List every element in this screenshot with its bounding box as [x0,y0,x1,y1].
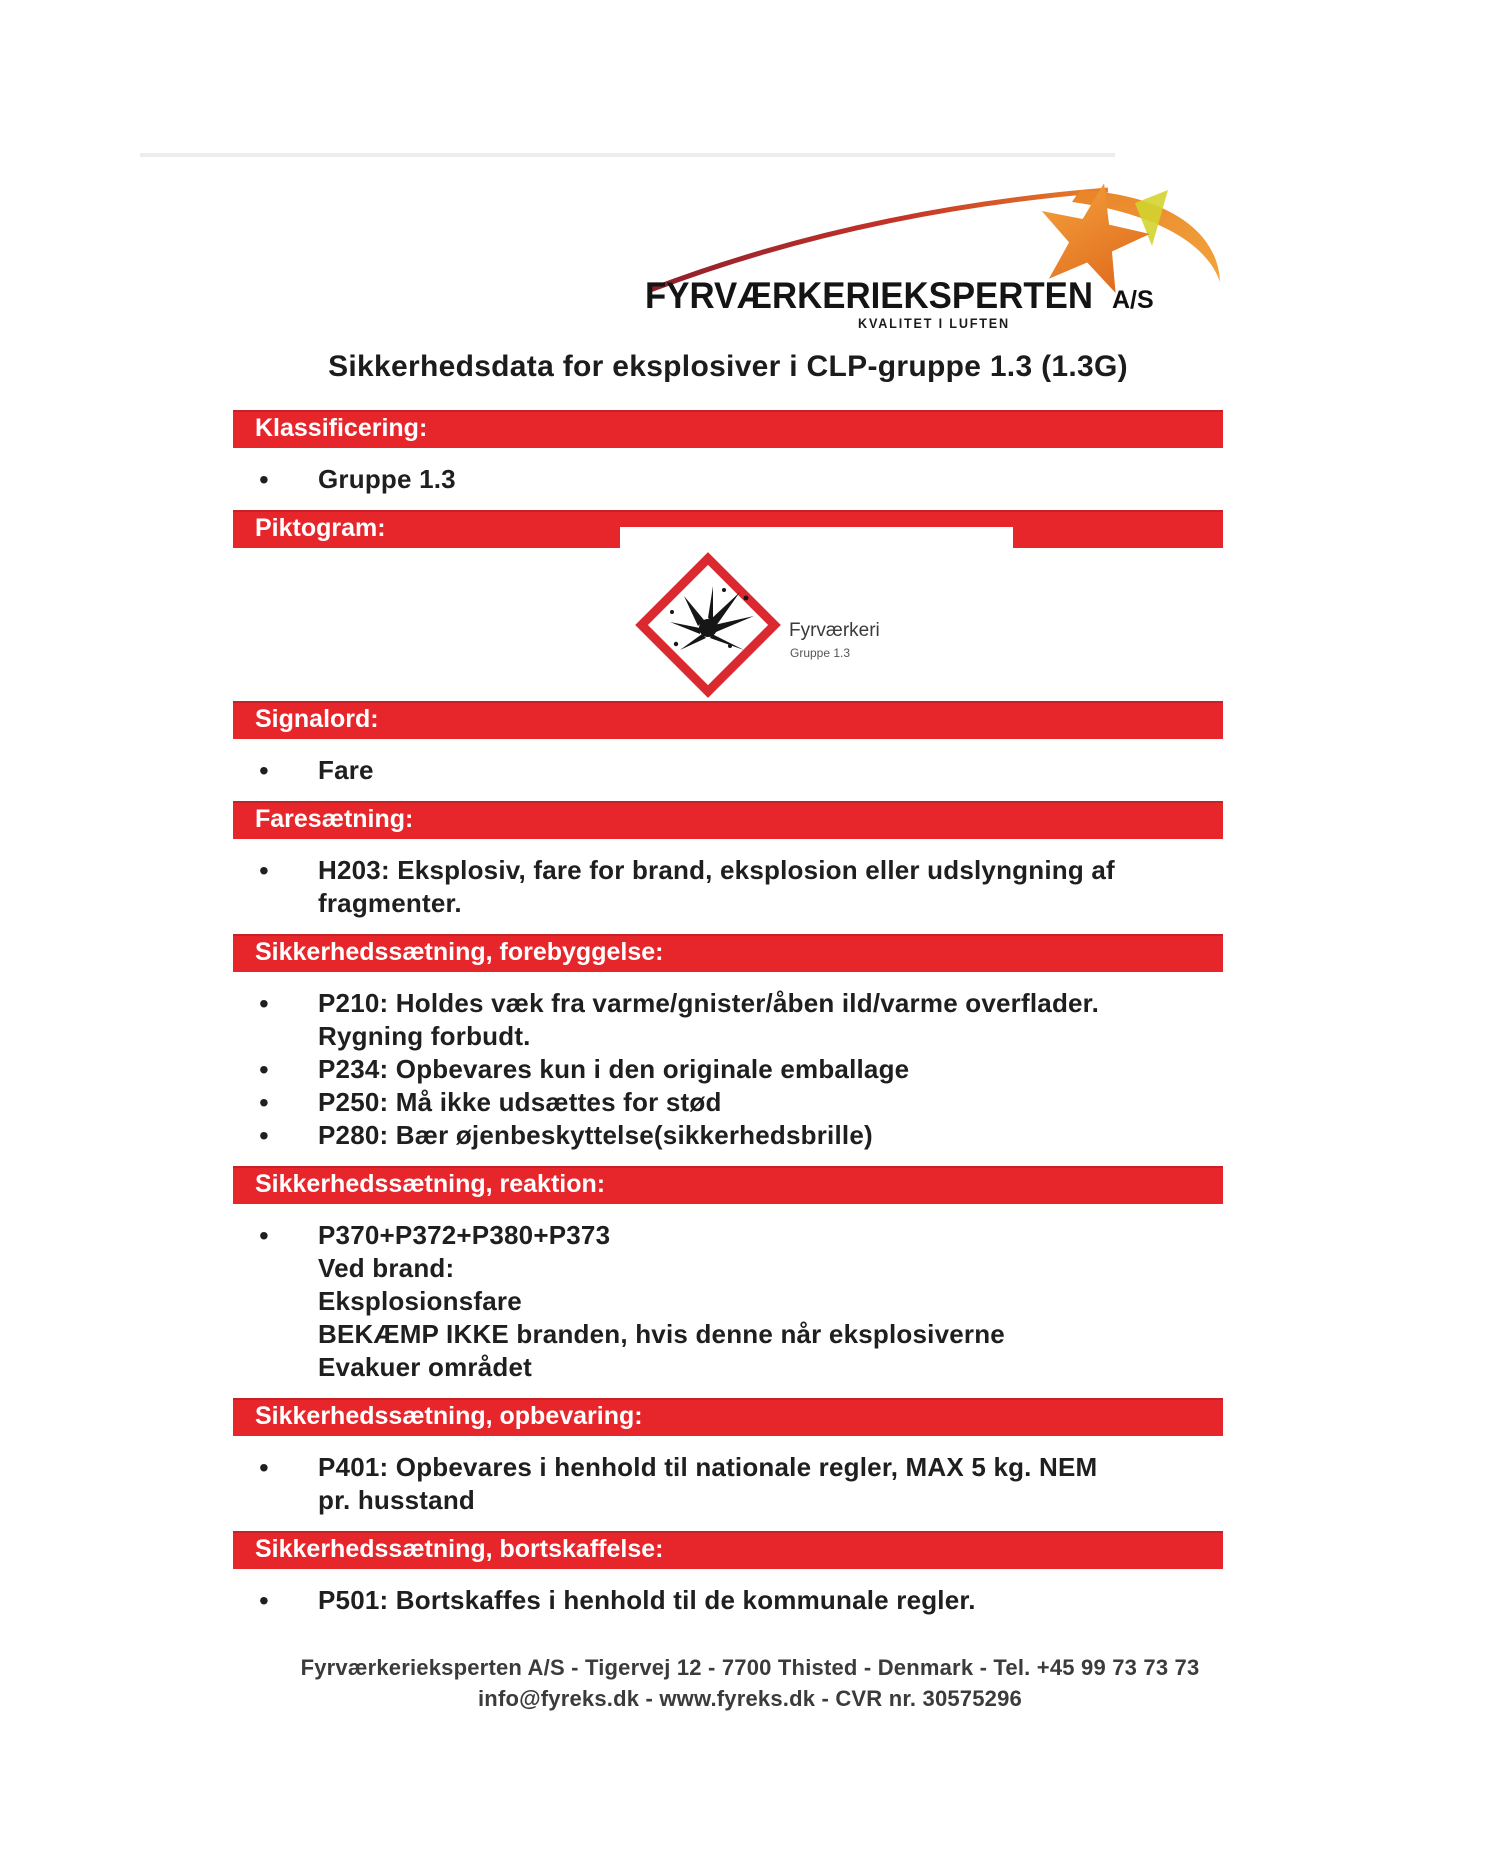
section-header-label: Sikkerhedssætning, bortskaffelse: [255,1535,664,1563]
section-header-label: Faresætning: [255,805,414,833]
list-item [233,987,1223,1053]
list-item [233,1584,1223,1617]
item-text: pr. husstand [318,1485,475,1515]
item-text: P250: Må ikke udsættes for stød [318,1087,722,1117]
logo-suffix-text: A/S [1112,286,1154,314]
logo-tagline-text: KVALITET I LUFTEN [858,315,1010,331]
bullet-dot: • [259,1220,269,1251]
footer-address-line: Fyrværkerieksperten A/S - Tigervej 12 - 7700 Thisted - Denmark - Tel. +45 99 73 73 73 [300,1655,1200,1680]
item-text: Rygning forbudt. [318,1021,531,1051]
bullet-dot: • [259,855,269,886]
pictogram-label: Fyrværkeri [789,620,880,641]
section-body [233,1204,1223,1398]
bullet-dot: • [259,755,269,786]
content-column [233,410,1223,1631]
page-title: Sikkerhedsdata for eksplosiver i CLP-gruppe 1.3 (1.3G) [328,350,1128,383]
section-body [233,739,1223,801]
list-item [233,754,1223,787]
item-text: P401: Opbevares i henhold til nationale regler, MAX 5 kg. NEM [318,1452,1098,1482]
pictogram-block [233,548,1223,701]
bullet-dot: • [259,988,269,1019]
item-text: P370+P372+P380+P373 [318,1220,611,1250]
section-header-bortskaffelse [233,1531,1223,1569]
item-text: Eksplosionsfare [318,1286,522,1316]
section-body [233,839,1223,934]
item-text: P280: Bær øjenbeskyttelse(sikkerhedsbrille) [318,1120,873,1150]
section-body [233,1569,1223,1631]
section-header-opbevaring [233,1398,1223,1436]
bullet-dot: • [259,1054,269,1085]
footer [0,1652,1500,1714]
section-body [233,1436,1223,1531]
bullet-dot: • [259,1585,269,1616]
section-header-klassificering [233,410,1223,448]
section-body [233,972,1223,1166]
item-text: fragmenter. [318,888,462,918]
bullet-dot: • [259,1120,269,1151]
item-text: H203: Eksplosiv, fare for brand, eksplosion eller udslyngning af [318,855,1115,885]
item-text: P501: Bortskaffes i henhold til de kommunale regler. [318,1585,976,1615]
top-divider [140,153,1115,157]
section-header-label: Signalord: [255,705,379,733]
item-text: P210: Holdes væk fra varme/gnister/åben ild/varme overflader. [318,988,1099,1018]
list-item [233,1053,1223,1086]
item-text: Gruppe 1.3 [318,464,456,494]
list-item [233,1219,1223,1384]
list-item [233,1119,1223,1152]
section-header-reaktion [233,1166,1223,1204]
list-item [233,854,1223,920]
bullet-dot: • [259,464,269,495]
list-item [233,1086,1223,1119]
pictogram-sublabel: Gruppe 1.3 [790,646,851,660]
footer-contact-line: info@fyreks.dk - www.fyreks.dk - CVR nr. 30575296 [478,1686,1022,1711]
item-text: Ved brand: [318,1253,455,1283]
logo-brand-text: FYRVÆRKERIEKSPERTEN [645,275,1093,316]
list-item [233,1451,1223,1517]
scan-artifact-notch [620,527,1013,548]
section-header-faresaetning [233,801,1223,839]
item-text: Fare [318,755,374,785]
explosion-pictogram-icon [633,550,783,700]
bullet-dot: • [259,1087,269,1118]
section-header-signalord [233,701,1223,739]
item-text: Evakuer området [318,1352,532,1382]
item-text: P234: Opbevares kun i den originale emballage [318,1054,910,1084]
section-header-piktogram [233,510,1223,548]
logo-graphic [560,168,1280,338]
section-header-label: Sikkerhedssætning, forebyggelse: [255,938,664,966]
section-header-label: Klassificering: [255,414,428,442]
section-body [233,448,1223,510]
item-text: BEKÆMP IKKE branden, hvis denne når eksplosiverne [318,1319,1005,1349]
section-header-label: Sikkerhedssætning, opbevaring: [255,1402,643,1430]
list-item [233,463,1223,496]
section-header-forebyggelse [233,934,1223,972]
bullet-dot: • [259,1452,269,1483]
company-logo [560,168,1280,338]
section-header-label: Sikkerhedssætning, reaktion: [255,1170,606,1198]
section-header-label: Piktogram: [255,514,386,542]
